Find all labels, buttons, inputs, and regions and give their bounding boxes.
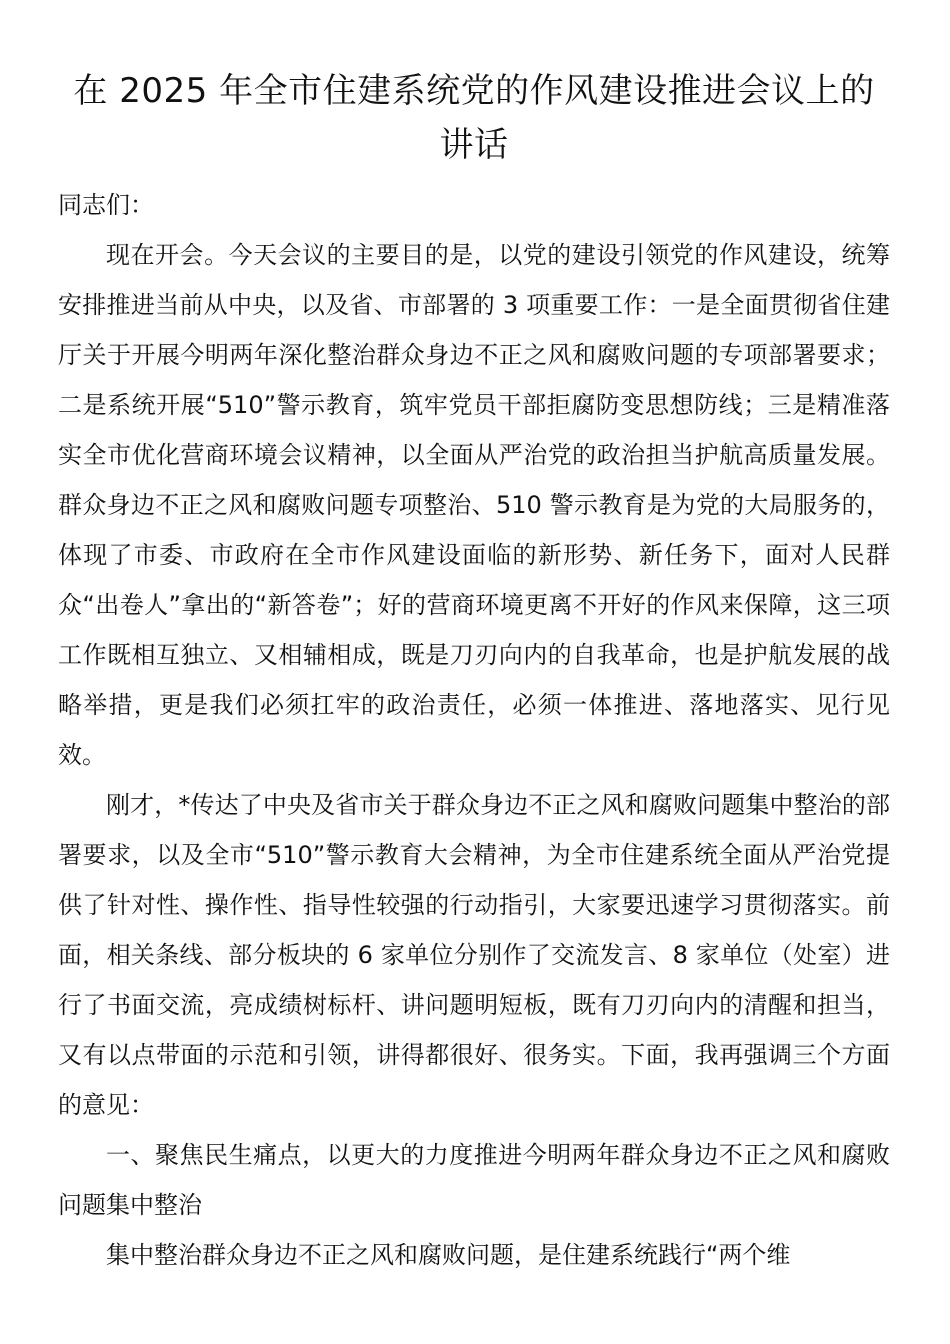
document-title	[58, 64, 890, 172]
paragraph-opening: 现在开会。今天会议的主要目的是，以党的建设引领党的作风建设，统筹安排推进当前从中央，以及省、市部署的 3 项重要工作：一是全面贯彻省住建厅关于开展今明两年深化整治群众身边不正之风和腐败问题的专项部署要求；二是系统开展“510”警示教育，筑牢党员干部拒腐防变思想防线；三是精准落实全市优化营商环境会议精神，以全面从严治党的政治担当护航高质量发展。群众身边不正之风和腐败问题专项整治、510 警示教育是为党的大局服务的，体现了市委、市政府在全市作风建设面临的新形势、新任务下，面对人民群众“出卷人”拿出的“新答卷”；好的营商环境更离不开好的作风来保障，这三项工作既相互独立、又相辅相成，既是刀刃向内的自我革命，也是护航发展的战略举措，更是我们必须扛牢的政治责任，必须一体推进、落地落实、见行见效。	[58, 241, 890, 769]
document-body	[58, 180, 890, 1280]
title-line-1: 在 2025 年全市住建系统党的作风建设推进会议上的	[73, 71, 875, 111]
greeting: 同志们：	[58, 191, 154, 219]
paragraph-review: 刚才，*传达了中央及省市关于群众身边不正之风和腐败问题集中整治的部署要求，以及全市“510”警示教育大会精神，为全市住建系统全面从严治党提供了针对性、操作性、指导性较强的行动指引，大家要迅速学习贯彻落实。前面，相关条线、部分板块的 6 家单位分别作了交流发言、8 家单位（处室）进行了书面交流，亮成绩树标杆、讲问题明短板，既有刀刃向内的清醒和担当，又有以点带面的示范和引领，讲得都很好、很务实。下面，我再强调三个方面的意见：	[58, 791, 890, 1119]
paragraph-section-1: 集中整治群众身边不正之风和腐败问题，是住建系统践行“两个维	[106, 1241, 791, 1269]
section-heading-1: 一、聚焦民生痛点，以更大的力度推进今明两年群众身边不正之风和腐败问题集中整治	[58, 1141, 890, 1219]
title-line-2: 讲话	[439, 125, 509, 165]
